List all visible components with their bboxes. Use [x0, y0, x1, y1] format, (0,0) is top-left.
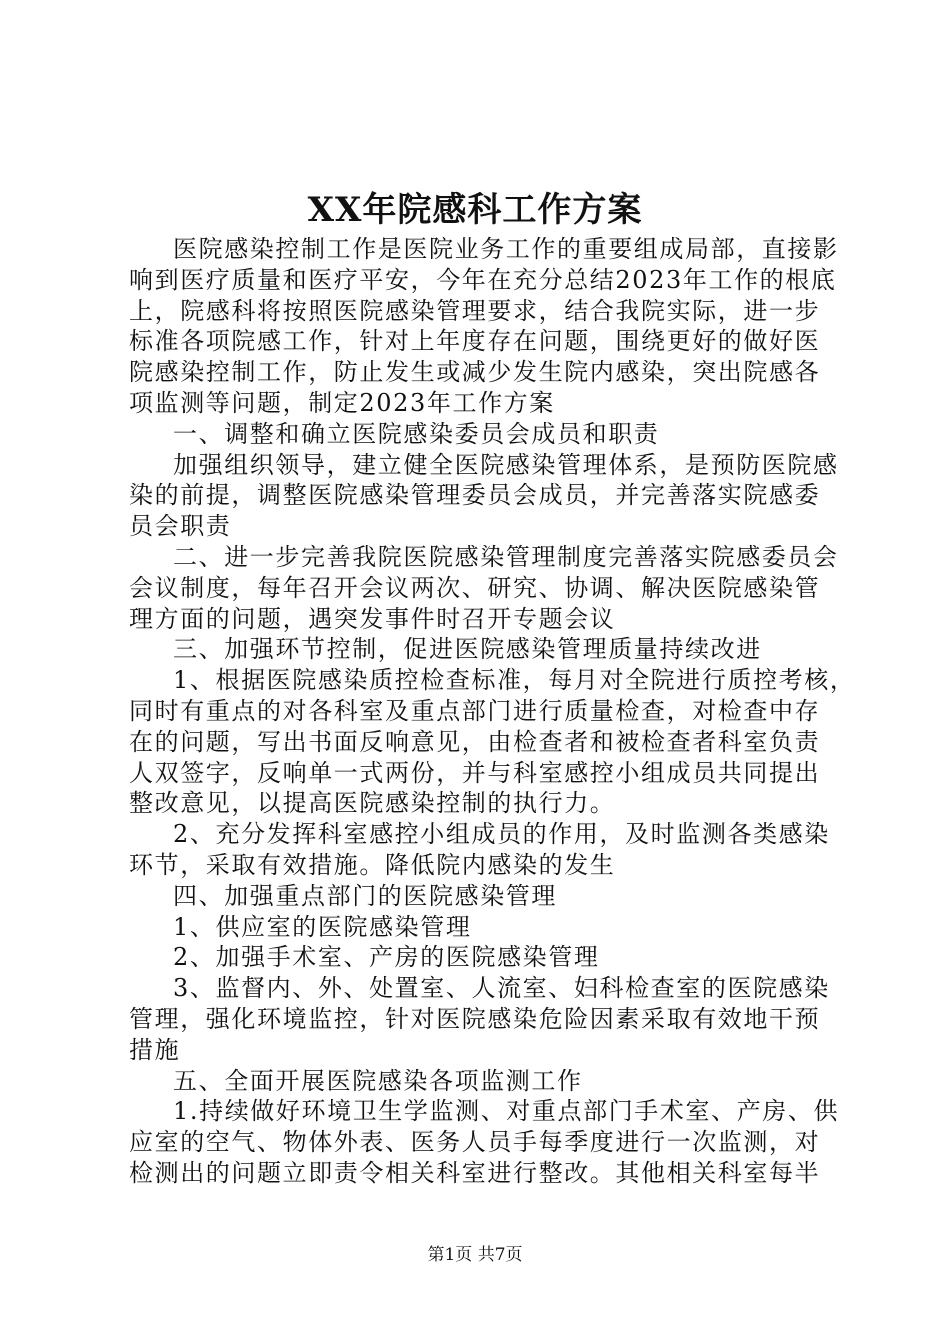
text-line: 2、加强手术室、产房的医院感染管理 — [173, 943, 600, 972]
text-line: 三、加强环节控制，促进医院感染管理质量持续改进 — [173, 635, 762, 664]
text-line: 理方面的问题，遇突发事件时召开专题会议 — [129, 604, 616, 633]
document-body — [129, 234, 856, 1189]
text-line: 人双签字，反响单一式两份，并与科室感控小组成员共同提出 — [129, 758, 821, 787]
text-line: 环节，采取有效措施。降低院内感染的发生 — [129, 850, 616, 879]
text-line: 措施 — [129, 1035, 181, 1064]
text-line: 上，院感科将按照医院感染管理要求，结合我院实际，进一步 — [129, 296, 821, 325]
text-line: 加强组织领导，建立健全医院感染管理体系，是预防医院感 — [173, 450, 839, 479]
text-line: 管理，强化环境监控，针对医院感染危险因素采取有效地干预 — [129, 1004, 821, 1033]
text-line: 医院感染控制工作是医院业务工作的重要组成局部，直接影 — [173, 235, 839, 263]
text-line: 同时有重点的对各科室及重点部门进行质量检查，对检查中存 — [129, 696, 821, 725]
text-line: 项监测等问题，制定2023年工作方案 — [129, 388, 555, 417]
text-line: 四、加强重点部门的医院感染管理 — [173, 881, 557, 910]
text-line: 一、调整和确立医院感染委员会成员和职责 — [173, 419, 660, 448]
text-line: 会议制度，每年召开会议两次、研究、协调、解决医院感染管 — [129, 573, 821, 602]
text-line: 员会职责 — [129, 512, 232, 541]
text-line: 在的问题，写出书面反响意见，由检查者和被检查者科室负责 — [129, 727, 821, 756]
text-line: 1.持续做好环境卫生学监测、对重点部门手术室、产房、供 — [173, 1097, 840, 1126]
page-title: XX年院感科工作方案 — [307, 190, 643, 230]
text-line: 五、全面开展医院感染各项监测工作 — [173, 1066, 583, 1095]
text-line: 1、根据医院感染质控检查标准，每月对全院进行质控考核， — [173, 666, 856, 695]
text-line: 二、进一步完善我院医院感染管理制度完善落实院感委员会 — [173, 542, 839, 571]
page-footer: 第1页 共7页 — [427, 1245, 523, 1265]
text-line: 整改意见，以提高医院感染控制的执行力。 — [129, 789, 616, 818]
text-line: 3、监督内、外、处置室、人流室、妇科检查室的医院感染 — [173, 974, 830, 1003]
text-line: 2、充分发挥科室感控小组成员的作用，及时监测各类感染 — [173, 820, 830, 849]
text-line: 应室的空气、物体外表、医务人员手每季度进行一次监测，对 — [129, 1128, 821, 1157]
text-line: 标准各项院感工作，针对上年度存在问题，围绕更好的做好医 — [129, 327, 821, 356]
text-line: 院感染控制工作，防止发生或减少发生院内感染，突出院感各 — [129, 358, 821, 387]
text-line: 检测出的问题立即责令相关科室进行整改。其他相关科室每半 — [129, 1158, 821, 1187]
text-line: 染的前提，调整医院感染管理委员会成员，并完善落实院感委 — [129, 481, 821, 510]
text-line: 响到医疗质量和医疗平安，今年在充分总结2023年工作的根底 — [129, 265, 837, 294]
text-line: 1、供应室的医院感染管理 — [173, 912, 472, 941]
